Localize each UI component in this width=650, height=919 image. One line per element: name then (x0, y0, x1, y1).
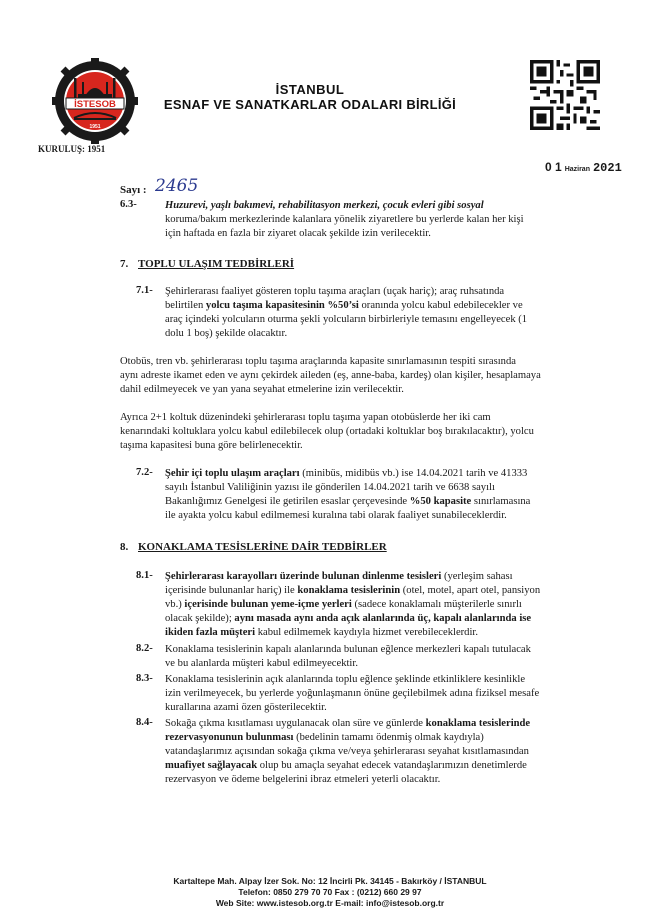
text-run-bold: Şehir içi toplu ulaşım araçları (165, 468, 300, 479)
item-8-2-line2: ve bu alanlarda müşteri kabul edilmeyecektir. (165, 658, 358, 669)
item-8-4-line2 (165, 731, 585, 745)
text-run: (minibüs, midibüs vb.) ise 14.04.2021 tarih ve 41333 (299, 468, 528, 479)
item-8-2-number: 8.2- (136, 643, 153, 654)
org-name-line1: İSTANBUL (275, 82, 345, 97)
item-7-2-line1 (165, 467, 585, 481)
item-8-1-line5 (165, 626, 585, 640)
item-7-1-line2 (165, 299, 585, 313)
section-8-title: KONAKLAMA TESİSLERİNE DAİR TEDBİRLER (138, 541, 387, 553)
qr-code-icon (530, 60, 600, 130)
item-8-1-line4 (165, 612, 585, 626)
item-8-2-line1: Konaklama tesislerinin kapalı alanlarında bulunan eğlence merkezleri kapalı tutulacak (165, 644, 531, 655)
footer-web: Web Site: www.istesob.org.tr E-mail: info@istesob.org.tr (215, 898, 445, 908)
text-run: vb.) (165, 599, 185, 610)
text-run-bold: ikiden fazla müşteri (165, 627, 256, 638)
date-day: 0 1 (545, 160, 562, 174)
item-7-1-line3: araç içindeki yolcuların oturma şekli yolcuların birbirleriyle temasını engelleyecek (1 (165, 314, 528, 325)
item-8-3-number: 8.3- (136, 673, 153, 684)
item-8-3-line3: kurallarına azami özen gösterilecektir. (165, 702, 327, 713)
text-run-bold: içerisinde bulunan yeme-içme yerleri (184, 599, 352, 610)
item-8-3-line1: Konaklama tesislerinin açık alanlarında toplu eğlence şeklinde etkinliklere kesinlikle (165, 674, 526, 685)
logo-text: İSTESOB (74, 99, 116, 110)
item-8-4-line4 (165, 759, 585, 773)
handwritten-sayi-number: 2465 (155, 176, 199, 196)
footer-address: Kartaltepe Mah. Alpay İzer Sok. No: 12 İncirli Pk. 34145 - Bakırköy / İSTANBUL (173, 876, 487, 886)
text-run: (yerleşim sahası (441, 571, 513, 582)
item-7-2-number: 7.2- (136, 467, 153, 478)
item-6-3-line3: için haftada en fazla bir ziyaret olacak şekilde izin verilecektir. (165, 228, 431, 239)
item-8-4-line5: rezervasyon ve ödeme belgelerini ibraz etmeleri yeterli olacaktır. (165, 774, 441, 785)
logo-year: 1951 (89, 124, 101, 130)
text-run-bold: Şehirlerarası karayolları üzerinde bulunan dinlenme tesisleri (165, 571, 442, 582)
item-7-2-line3 (165, 495, 585, 509)
text-run: oranında yolcu kabul edebilecekler ve (358, 300, 523, 311)
text-run: (bedelinin tamamı ödenmiş olmak kaydıyla) (293, 732, 484, 743)
item-7-1-number: 7.1- (136, 285, 153, 296)
item-6-3-line2: koruma/bakım merkezlerinde kalanlara yönelik ziyaretlere bu yerlerde kalan her kişi (165, 214, 524, 225)
item-6-3-number: 6.3- (120, 199, 137, 210)
item-8-1-line1 (165, 570, 585, 584)
section-8-number: 8. (120, 541, 129, 553)
text-run-bold: konaklama tesislerinin (297, 585, 401, 596)
org-name-line2: ESNAF VE SANATKARLAR ODALARI BİRLİĞİ (163, 97, 457, 112)
text-run-bold: aynı masada aynı anda açık alanlarında üç, kapalı alanlarında ise (234, 613, 532, 624)
item-7-2-line4: ile ayakta yolcu kabul edilmemesi kuralına tabi olarak faaliyet sunabileceklerdir. (165, 510, 507, 521)
item-6-3-line1: Huzurevi, yaşlı bakımevi, rehabilitasyon merkezi, çocuk evleri gibi sosyal (165, 200, 484, 211)
founded-label: KURULUŞ: 1951 (38, 144, 106, 154)
section-7-number: 7. (120, 258, 129, 270)
text-run: (sadece konaklamalı müşterilerle sınırlı (351, 599, 522, 610)
text-run: içerisinde bulunanlar hariç) ile (165, 585, 298, 596)
text-run: sınırlamasına (471, 496, 531, 507)
item-7-1-line1: Şehirlerarası faaliyet gösteren toplu taşıma araçları (uçak hariç); araç ruhsatında (165, 286, 505, 297)
para-1-line3: dahil edilmeyecek ve yan yana seyahat etmelerine izin verilecektir. (120, 384, 404, 395)
para-2-line1: Ayrıca 2+1 koltuk düzenindeki şehirlerarası toplu taşıma yapan otobüslerde her iki cam (120, 412, 491, 423)
document-date (545, 160, 622, 175)
item-8-3-line2: izin verilmeyecek, bu yerlerde yoğunlaşmanın önüne geçilebilmek adına fiziksel mesafe (165, 688, 540, 699)
item-8-1-line2 (165, 584, 585, 598)
text-run-bold: rezervasyonunun bulunması (165, 732, 294, 743)
item-8-4-line1 (165, 717, 585, 731)
text-run: kabul edilmemek kaydıyla hizmet verebileceklerdir. (255, 627, 479, 638)
date-year: 2021 (592, 161, 622, 175)
text-run-bold: konaklama tesislerinde (425, 718, 531, 729)
item-8-1-number: 8.1- (136, 570, 153, 581)
item-7-1-line4: dolu 1 boş) şekilde olacaktır. (165, 328, 288, 339)
text-run: Sokağa çıkma kısıtlaması uygulanacak olan süre ve günlerde (165, 718, 426, 729)
item-7-2-line2: sayılı İstanbul Valiliğinin yazısı ile gönderilen 14.04.2021 tarih ve 6638 sayılı (165, 482, 495, 493)
section-7-title: TOPLU ULAŞIM TEDBİRLERİ (138, 258, 295, 270)
text-run: olacak şekilde); (165, 613, 235, 624)
text-run-bold: yolcu taşıma kapasitesinin %50’si (205, 300, 359, 311)
item-8-4-line3: vatandaşlarımız açısından sokağa çıkma ve/veya şehirlerarası seyahat kısıtlamasından (165, 746, 529, 757)
sayi-label: Sayı : (120, 184, 147, 196)
text-run: (otel, motel, apart otel, pansiyon (400, 585, 541, 596)
para-2-line2: kenarındaki koltuklara yolcu kabul edilebilecek olup (ortadaki koltuklar boş bırakılacaktır), yolcu (120, 426, 534, 437)
text-run: olup bu amaçla seyahat edecek vatandaşlarımızın denetimlerde (257, 760, 527, 771)
item-8-4-number: 8.4- (136, 717, 153, 728)
text-run-bold: %50 kapasite (409, 496, 472, 507)
footer-phone: Telefon: 0850 279 70 70 Fax : (0212) 660 29 97 (238, 887, 422, 897)
text-run-bold: muafiyet sağlayacak (165, 760, 258, 771)
date-month: Haziran (564, 166, 590, 173)
para-1-line1: Otobüs, tren vb. şehirlerarası toplu taşıma araçlarında kapasite sınırlamasının tespiti sırasında (120, 356, 516, 367)
istesob-logo-icon (52, 58, 138, 144)
para-1-line2: aynı adreste ikamet eden ve aynı çekirdek aileden (eş, anne-baba, kardeş) olan kişiler, hesaplamaya (120, 370, 541, 381)
text-run: Bakanlığımız Genelgesi ile getirilen esaslar çerçevesinde (165, 496, 410, 507)
item-8-1-line3 (165, 598, 585, 612)
para-2-line3: taşıma kapasitesi buna göre belirlenecektir. (120, 440, 303, 451)
text-run: belirtilen (165, 300, 206, 311)
